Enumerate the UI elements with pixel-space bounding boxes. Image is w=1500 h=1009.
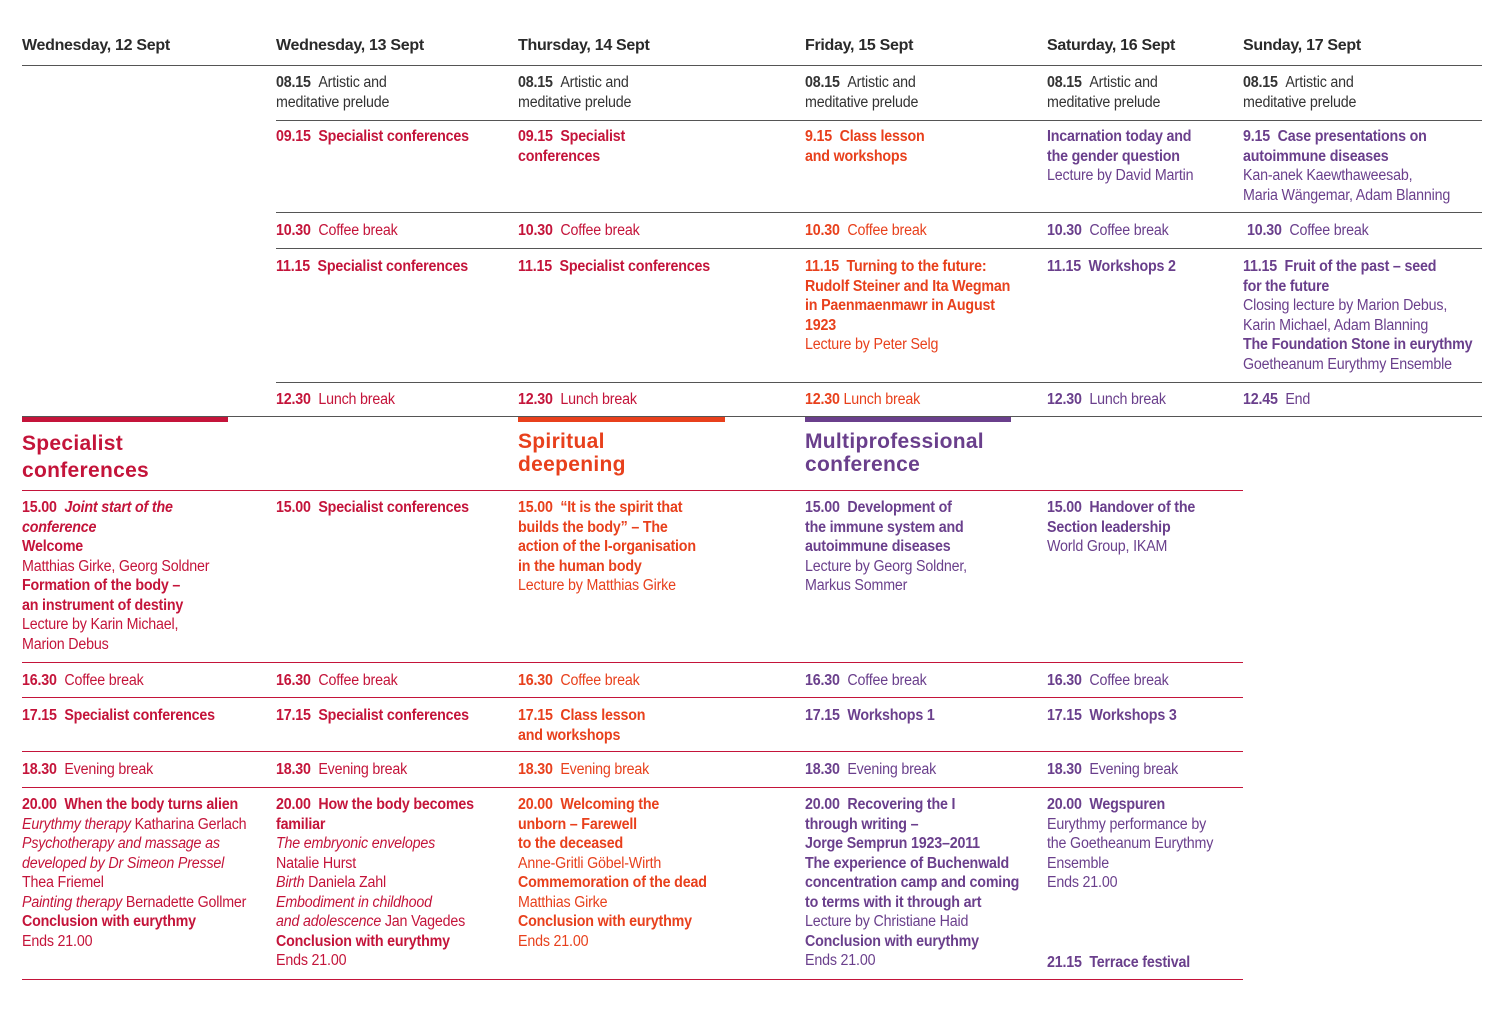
session-specialist: 09.15 Specialist conferences	[518, 128, 626, 165]
session-coffee: 10.30 Coffee break	[1047, 222, 1169, 239]
session-prelude: 08.15 Artistic and meditative prelude	[276, 74, 390, 111]
session-prelude: 08.15 Artistic and meditative prelude	[1047, 74, 1161, 111]
row-divider	[276, 212, 1482, 213]
session-workshops: 11.15 Workshops 2	[1047, 258, 1176, 275]
session-evening-program: 20.00 Wegspuren Eurythmy performance by the Goetheanum Eurythmy Ensemble Ends 21.00	[1047, 796, 1214, 891]
session-evening-break: 18.30 Evening break	[518, 761, 650, 778]
session-coffee: 10.30 Coffee break	[805, 222, 927, 239]
session-evening-program: 20.00 Welcoming the unborn – Farewell to the deceased Anne-Gritli Göbel-Wirth Commemoration of the dead Matthias Girke Conclusion with eurythmy Ends 21.00	[518, 796, 707, 950]
session-specialist: 17.15 Specialist conferences	[22, 707, 215, 724]
session-closing-lecture: 11.15 Fruit of the past – seed for the future Closing lecture by Marion Debus, Karin Michael, Adam Blanning The Foundation Stone in eurythmy Goetheanum Eurythmy Ensemble	[1243, 258, 1473, 373]
row-divider	[22, 979, 1243, 980]
session-lunch: 12.30 Lunch break	[276, 391, 395, 408]
day-header-1: Wednesday, 12 Sept	[22, 37, 170, 54]
session-evening-break: 18.30 Evening break	[276, 761, 408, 778]
session-immune-lecture: 15.00 Development of the immune system and autoimmune diseases Lecture by Georg Soldner, Markus Sommer	[805, 499, 967, 594]
day-header-3: Thursday, 14 Sept	[518, 37, 650, 54]
section-title-spiritual: Spiritual deepening	[518, 430, 626, 476]
session-workshops: 17.15 Workshops 3	[1047, 707, 1177, 724]
day-header-4: Friday, 15 Sept	[805, 37, 914, 54]
session-specialist: 15.00 Specialist conferences	[276, 499, 469, 516]
session-terrace-festival: 21.15 Terrace festival	[1047, 954, 1190, 971]
row-divider	[276, 382, 1482, 383]
session-prelude: 08.15 Artistic and meditative prelude	[518, 74, 632, 111]
row-divider	[22, 751, 1243, 752]
header-divider	[22, 65, 1482, 66]
section-bar-multi	[805, 417, 1011, 422]
session-evening-break: 18.30 Evening break	[22, 761, 154, 778]
session-specialist: 17.15 Specialist conferences	[276, 707, 469, 724]
session-case-presentations: 9.15 Case presentations on autoimmune diseases Kan-anek Kaewthaweesab, Maria Wängemar, Adam Blanning	[1243, 128, 1451, 204]
session-evening-break: 18.30 Evening break	[805, 761, 937, 778]
session-prelude: 08.15 Artistic and meditative prelude	[1243, 74, 1357, 111]
session-coffee: 16.30 Coffee break	[1047, 672, 1169, 689]
session-specialist: 09.15 Specialist conferences	[276, 128, 469, 145]
session-evening-program: 20.00 When the body turns alien Eurythmy therapy Katharina Gerlach Psychotherapy and massage as developed by Dr Simeon Pressel Thea Friemel Painting therapy Bernadette Gollmer Conclusion with eurythmy Ends 21.00	[22, 796, 247, 950]
session-coffee: 16.30 Coffee break	[22, 672, 144, 689]
session-specialist: 11.15 Specialist conferences	[276, 258, 469, 275]
day-header-5: Saturday, 16 Sept	[1047, 37, 1175, 54]
section-bar-specialist	[22, 417, 228, 422]
section-title-specialist: Specialist conferences	[22, 432, 150, 482]
session-lunch: 12.30 Lunch break	[805, 391, 921, 408]
session-handover: 15.00 Handover of the Section leadership World Group, IKAM	[1047, 499, 1196, 555]
session-specialist: 11.15 Specialist conferences	[518, 258, 711, 275]
day-header-2: Wednesday, 13 Sept	[276, 37, 424, 54]
row-divider	[276, 248, 1482, 249]
row-divider	[22, 697, 1243, 698]
session-workshops: 17.15 Workshops 1	[805, 707, 935, 724]
session-lecture: 11.15 Turning to the future: Rudolf Steiner and Ita Wegman in Paenmaenmawr in August 1923 Lecture by Peter Selg	[805, 258, 1011, 353]
session-lecture: Incarnation today and the gender question Lecture by David Martin	[1047, 128, 1194, 184]
section-bar-spiritual	[518, 417, 725, 422]
session-evening-program: 20.00 How the body becomes familiar The embryonic envelopes Natalie Hurst Birth Daniela Zahl Embodiment in childhood and adolescence Jan Vagedes Conclusion with eurythmy Ends 21.00	[276, 796, 474, 969]
session-coffee: 10.30 Coffee break	[518, 222, 640, 239]
session-coffee: 16.30 Coffee break	[518, 672, 640, 689]
session-lunch: 12.30 Lunch break	[518, 391, 637, 408]
session-coffee: 10.30 Coffee break	[276, 222, 398, 239]
row-divider	[22, 416, 1482, 417]
session-coffee: 10.30 Coffee break	[1247, 222, 1369, 239]
section-title-multi: Multiprofessional conference	[805, 430, 984, 476]
session-spirit-lecture: 15.00 “It is the spirit that builds the body” – The action of the I-organisation in the human body Lecture by Matthias Girke	[518, 499, 696, 594]
session-coffee: 16.30 Coffee break	[276, 672, 398, 689]
session-joint-start: 15.00 Joint start of the conference Welcome Matthias Girke, Georg Soldner Formation of the body – an instrument of destiny Lecture by Karin Michael, Marion Debus	[22, 499, 210, 653]
session-evening-program: 20.00 Recovering the I through writing – Jorge Semprun 1923–2011 The experience of Buchenwald concentration camp and coming to terms with it through art Lecture by Christiane Haid Conclusion with eurythmy Ends 21.00	[805, 796, 1020, 969]
row-divider	[22, 787, 1243, 788]
session-prelude: 08.15 Artistic and meditative prelude	[805, 74, 919, 111]
session-class-lesson: 17.15 Class lesson and workshops	[518, 707, 646, 744]
session-lunch: 12.30 Lunch break	[1047, 391, 1166, 408]
row-divider	[276, 120, 1482, 121]
session-end: 12.45 End	[1243, 391, 1311, 408]
row-divider	[22, 490, 1243, 491]
session-class-lesson: 9.15 Class lesson and workshops	[805, 128, 925, 165]
row-divider	[22, 662, 1243, 663]
session-coffee: 16.30 Coffee break	[805, 672, 927, 689]
session-evening-break: 18.30 Evening break	[1047, 761, 1179, 778]
day-header-6: Sunday, 17 Sept	[1243, 37, 1361, 54]
